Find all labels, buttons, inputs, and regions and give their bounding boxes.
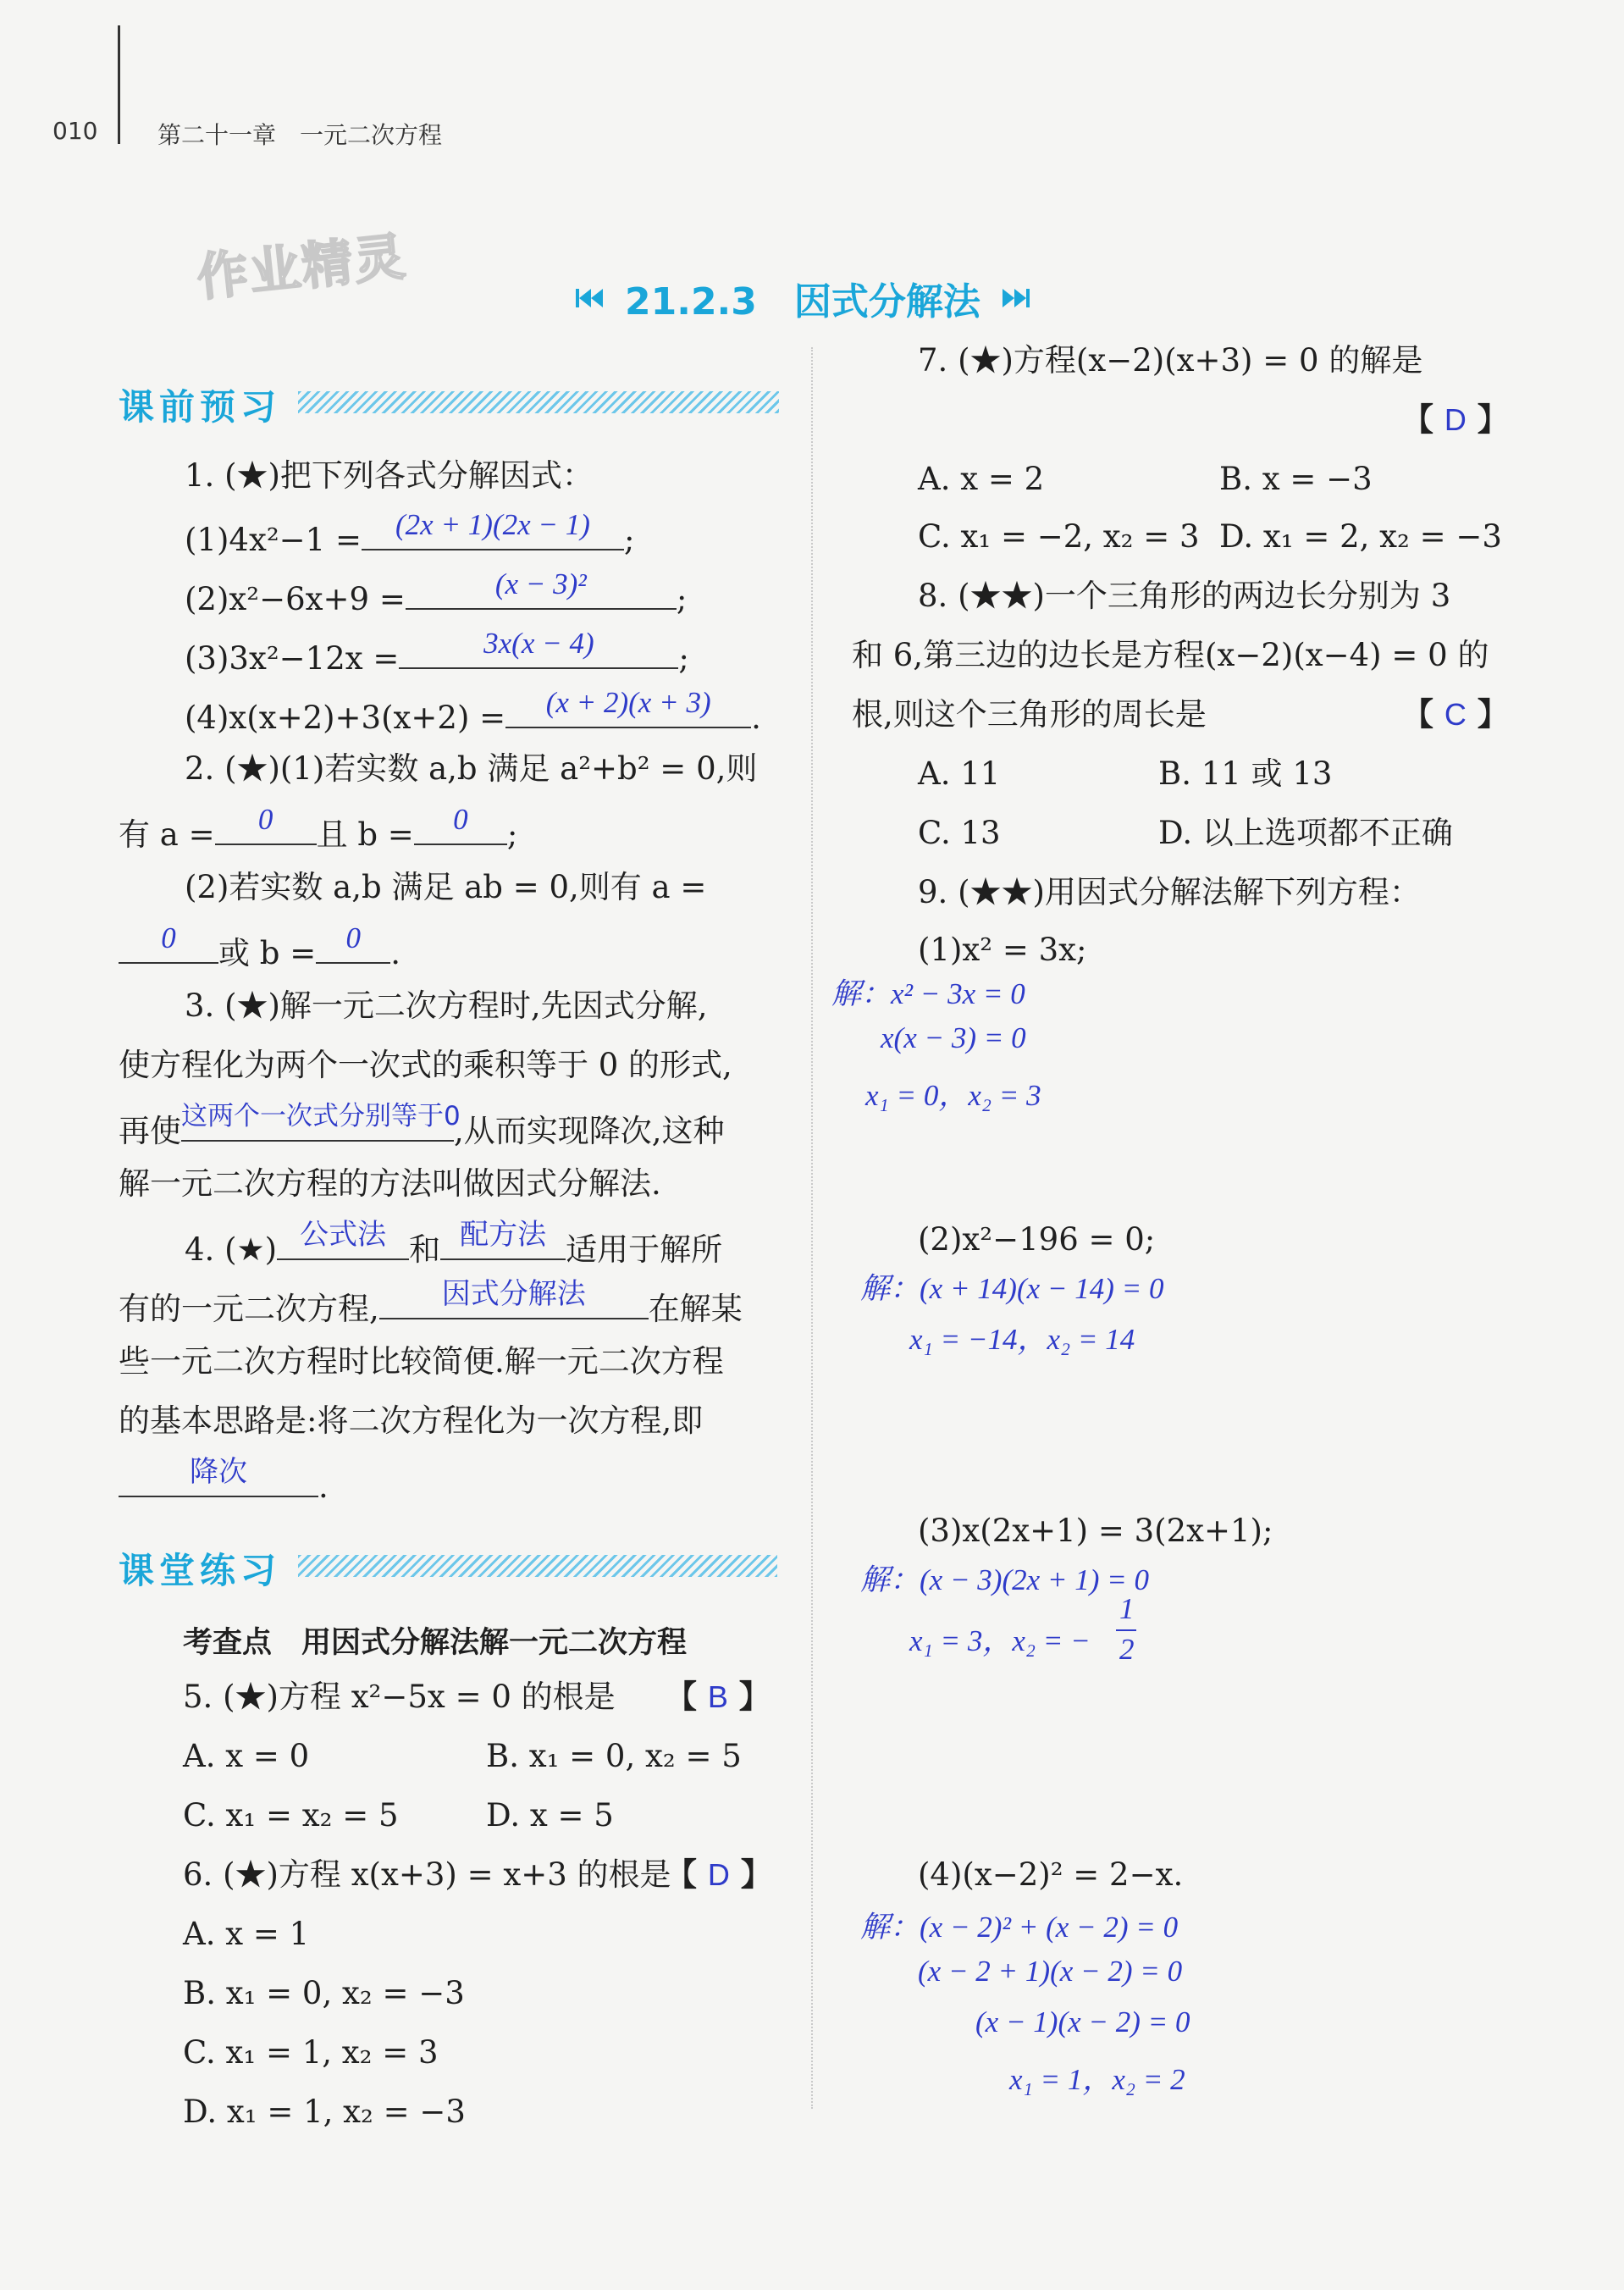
q5-option-b: B. x₁ = 0, x₂ = 5 xyxy=(486,1738,742,1774)
preview-heading-hatch xyxy=(298,391,779,413)
practice-topic: 考查点 用因式分解法解一元二次方程 xyxy=(183,1626,688,1660)
q9-part4-sol-line3: (x − 1)(x − 2) = 0 xyxy=(975,2005,1190,2038)
q4-line5: 降次 . xyxy=(119,1462,329,1506)
q8-line3: 根,则这个三角形的周长是 xyxy=(852,696,1207,733)
q3-line3: 再使 这两个一次式分别等于0 ,从而实现降次,这种 xyxy=(119,1106,725,1150)
q9-part1: (1)x² = 3x; xyxy=(918,932,1087,968)
q8-line2: 和 6,第三边的边长是方程(x−2)(x−4) = 0 的 xyxy=(852,637,1489,673)
q8-option-d: D. 以上选项都不正确 xyxy=(1158,815,1453,851)
q1-part1-answer: (2x + 1)(2x − 1) xyxy=(395,508,590,541)
practice-heading: 课堂练习 xyxy=(119,1550,282,1591)
q4-line2: 有的一元二次方程, 因式分解法 在解某 xyxy=(119,1277,743,1327)
q9-stem: 9. (★★)用因式分解法解下列方程： xyxy=(918,874,1421,910)
rewind-icon xyxy=(576,287,606,309)
q1-part3-answer: 3x(x − 4) xyxy=(483,627,594,660)
q5-bracket: 【 B 】 xyxy=(666,1679,771,1715)
q7-option-b: B. x = −3 xyxy=(1219,461,1373,497)
q3-line2: 使方程化为两个一次式的乘积等于 0 的形式, xyxy=(119,1047,732,1083)
q6-stem: 6. (★)方程 x(x+3) = x+3 的根是 xyxy=(183,1856,671,1893)
q8-option-c: C. 13 xyxy=(918,815,1001,851)
q2-line1: 2. (★)(1)若实数 a,b 满足 a²+b² = 0,则 xyxy=(185,750,758,787)
q6-option-b: B. x₁ = 0, x₂ = −3 xyxy=(183,1975,465,2011)
q1-part4-answer: (x + 2)(x + 3) xyxy=(545,686,711,719)
q5-option-a: A. x = 0 xyxy=(183,1738,310,1774)
q6-answer: D xyxy=(707,1857,730,1892)
column-divider xyxy=(811,347,813,2109)
q7-answer: D xyxy=(1444,402,1467,437)
chapter-title: 第二十一章 一元二次方程 xyxy=(157,121,443,149)
q3-answer: 这两个一次式分别等于0 xyxy=(181,1101,461,1131)
q6-option-a: A. x = 1 xyxy=(183,1916,310,1952)
q9-part3-frac-bar xyxy=(1116,1629,1136,1631)
q4-line3: 些一元二次方程时比较简便.解一元二次方程 xyxy=(119,1343,724,1380)
fast-forward-icon xyxy=(999,287,1030,309)
q5-option-c: C. x₁ = x₂ = 5 xyxy=(183,1797,399,1834)
q2-line4: 0 或 b = 0 . xyxy=(119,928,400,972)
q9-part2-sol-line1: 解：(x + 14)(x − 14) = 0 xyxy=(860,1272,1164,1305)
q7-stem: 7. (★)方程(x−2)(x+3) = 0 的解是 xyxy=(918,342,1423,379)
q9-part1-sol-line1: 解：x² − 3x = 0 xyxy=(831,977,1025,1010)
q7-bracket: 【 D 】 xyxy=(1402,401,1509,438)
header-rule xyxy=(118,25,120,144)
q2-line3: (2)若实数 a,b 满足 ab = 0,则有 a = xyxy=(185,869,707,905)
q9-part1-sol-line2: x(x − 3) = 0 xyxy=(881,1021,1026,1054)
q2-b2-answer: 0 xyxy=(345,921,361,954)
q4-line4: 的基本思路是:将二次方程化为一次方程,即 xyxy=(119,1402,704,1439)
q6-option-c: C. x₁ = 1, x₂ = 3 xyxy=(183,2034,439,2071)
q4-answer4: 降次 xyxy=(190,1455,247,1489)
q1-part2: (2)x²−6x+9 = (x − 3)² ; xyxy=(185,567,688,617)
q9-part4: (4)(x−2)² = 2−x. xyxy=(918,1856,1184,1893)
q3-line4: 解一元二次方程的方法叫做因式分解法. xyxy=(119,1165,661,1202)
q1-part2-answer: (x − 3)² xyxy=(494,567,587,600)
q9-part4-sol-line2: (x − 2 + 1)(x − 2) = 0 xyxy=(918,1955,1183,1988)
q8-line1: 8. (★★)一个三角形的两边长分别为 3 xyxy=(918,578,1451,614)
page-number: 010 xyxy=(52,117,98,145)
q2-a-answer: 0 xyxy=(257,803,273,836)
q9-part3-sol-line2: x₁ = 3，x₂ = − xyxy=(909,1624,1091,1657)
q1-part3: (3)3x²−12x = 3x(x − 4) ; xyxy=(185,627,689,677)
watermark: 作业精灵 xyxy=(194,227,410,308)
q1-stem: 1. (★)把下列各式分解因式： xyxy=(185,457,594,494)
q9-part3-frac-num: 1 xyxy=(1119,1592,1135,1625)
q9-part4-sol-line1: 解：(x − 2)² + (x − 2) = 0 xyxy=(860,1911,1179,1944)
q1-part4: (4)x(x+2)+3(x+2) = (x + 2)(x + 3) . xyxy=(185,686,761,736)
section-title xyxy=(576,271,1030,325)
q2-b-answer: 0 xyxy=(453,803,468,836)
q9-part4-sol-line4: x₁ = 1，x₂ = 2 xyxy=(1009,2063,1185,2096)
q9-part2-sol-line2: x₁ = −14，x₂ = 14 xyxy=(909,1323,1135,1356)
q8-answer: C xyxy=(1444,697,1467,732)
section-title-text: 21.2.3 因式分解法 xyxy=(625,280,980,324)
q8-option-b: B. 11 或 13 xyxy=(1158,755,1333,792)
q7-option-c: C. x₁ = −2, x₂ = 3 xyxy=(918,518,1200,555)
q2-line2: 有 a = 0 且 b = 0 ; xyxy=(119,803,518,853)
q5-answer: B xyxy=(707,1679,728,1714)
q8-option-a: A. 11 xyxy=(918,755,1001,792)
preview-heading: 课前预习 xyxy=(119,386,282,428)
q1-part1: (1)4x²−1 = (2x + 1)(2x − 1) ; xyxy=(185,508,635,558)
q6-bracket: 【 D 】 xyxy=(666,1856,772,1893)
q3-line1: 3. (★)解一元二次方程时,先因式分解, xyxy=(185,987,708,1024)
q6-option-d: D. x₁ = 1, x₂ = −3 xyxy=(183,2094,466,2130)
q9-part1-sol-line3: x₁ = 0，x₂ = 3 xyxy=(865,1079,1041,1112)
q9-part3: (3)x(2x+1) = 3(2x+1); xyxy=(918,1513,1273,1549)
q4-answer1: 公式法 xyxy=(300,1218,387,1252)
q4-line1: 4. (★) 公式法 和 配方法 适用于解所 xyxy=(185,1218,723,1268)
q8-bracket: 【 C 】 xyxy=(1402,696,1509,733)
q5-stem: 5. (★)方程 x²−5x = 0 的根是 xyxy=(183,1679,616,1715)
q7-option-a: A. x = 2 xyxy=(918,461,1045,497)
q7-option-d: D. x₁ = 2, x₂ = −3 xyxy=(1219,518,1502,555)
q9-part2: (2)x²−196 = 0; xyxy=(918,1221,1156,1258)
q9-part3-frac-den: 2 xyxy=(1119,1633,1135,1666)
q9-part3-sol-line1: 解：(x − 3)(2x + 1) = 0 xyxy=(860,1563,1150,1596)
q4-answer2: 配方法 xyxy=(460,1218,547,1252)
q2-a2-answer: 0 xyxy=(161,921,176,954)
q4-answer3: 因式分解法 xyxy=(441,1277,586,1311)
q5-option-d: D. x = 5 xyxy=(486,1797,614,1834)
practice-heading-hatch xyxy=(298,1555,777,1577)
